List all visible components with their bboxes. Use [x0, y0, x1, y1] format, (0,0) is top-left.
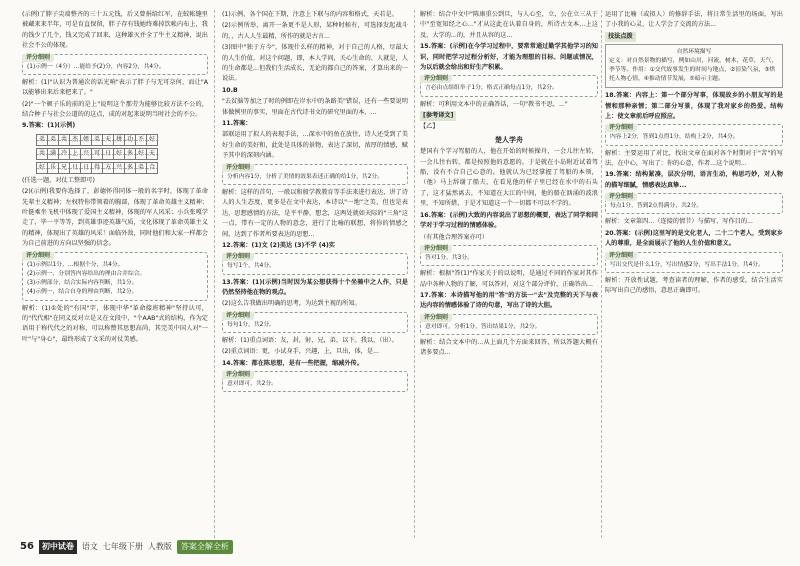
scoring-text: 分析内容1分，分析了美情的效果表述正确的给1分，共2分。 — [227, 173, 383, 180]
grid-cell: 日 — [69, 162, 81, 174]
paragraph: (示例)了脖子尖端整齐的三十五元钱，后又曾捐给红军，在蚊帐缝里被藏来来半年，可是育直保留，胖子存有钱她终难掉饮帐内布上，我的钱少了几个，钱又完成了回来，这种雄灭并全了牛主义精神，说出社会不公的体现。 — [22, 11, 208, 50]
analysis: 解析：这样的首句，一般以和般学教教育等手法来进行表达，讲了诗人的人生态度，更多是在文中表达，本诗以"一地"之美，但也是表达，思想感情的方法，是平平静，想念，这两处就如天际的"三角"这一点，带有一定的人物的意念，进行了比喻的联想，将你的情感之间，达到了作者所要表达的思想... — [222, 188, 408, 238]
column-2 — [222, 10, 408, 538]
note: (任选一题，对仗工整即可) — [22, 176, 95, 184]
column-1 — [22, 10, 208, 538]
analysis: 解析：根据"答(1)"作家关于的以说明，是通过不同的作家对其作品中各种人物的了解，可以答对，对这个部分评价，正确答出... — [420, 270, 598, 288]
column-divider — [414, 10, 415, 538]
scoring-line: (4)示例一，结合自身的理由判断，共2分。 — [27, 289, 138, 296]
scoring-text: 答对1分，共3分。 — [425, 254, 473, 261]
question-answer: 9.答案：(1)(示例) — [22, 122, 76, 130]
scoring-box — [605, 124, 783, 145]
paragraph: (2)(示例)我要你选择了，彭德怀得同体一般的名字时，体现了革命先辈主义精神；左权特你带领着的胸部，体现了革命英雄主义精神；叶挺乘坐飞机中体现了爱国主义精神，体现的军人风采；小兵张嘎学走了，毕一平等等，到英雄事迹英雄气质，文化体现了革命英雄主义的精神，体现出了英雄的风采！面临外敌，同时他们和大家一样都会为自己前进的方向以坚强的信念。 — [22, 188, 208, 248]
scoring-text: 写出交代是什么1分，写出情感2分，写出手法1分，共4分。 — [610, 261, 764, 268]
reference-body: 楚国有个学习驾船的人，他在开始的时候操舟，一会儿往左转，一会儿往右转，都是按照他的意愿的。于是就在小岛附近试着驾船，没有不合自己心意的。他就认为已经掌握了驾船的本领，（他）马上辞谢了船夫，在看见他的样子里已经在水中的石头了，这才猛然离去，不知道在大江的中间，他的船在汹涌的波浪里，不知所措，于是才知道这一个一切都不可以不学的。 — [420, 148, 598, 208]
grid-cell: 不 — [135, 134, 147, 146]
scoring-tag: 评分细则 — [420, 314, 452, 322]
scoring-text: (1)示例一（4分）…能给予(2)分，内容2分，共4分。 — [27, 63, 165, 70]
column-divider — [601, 10, 602, 538]
reference-mark: 【乙】 — [420, 123, 439, 131]
answer-label: 答案全解全析 — [177, 540, 233, 554]
grid-cell: 杰 — [69, 134, 81, 146]
scoring-text: 每点1分，答到2点得满分，共2分。 — [610, 203, 703, 210]
scoring-box — [605, 252, 783, 273]
scoring-text: 意对即可，分析1分，答出结果1分，共2分。 — [425, 323, 541, 330]
scoring-box — [222, 164, 408, 185]
note: （有其他合理答案亦可） — [420, 233, 489, 241]
grid-cell: 上 — [69, 148, 81, 160]
analysis: 解析：结合中文中"陈康重公到旦，与人心至，立，公在立三从于中"至宽知经之心..."才从这此在认着自身的，所诗古文本...上这及，大学的...的，并且从容的这... — [420, 11, 598, 39]
grid-cell: 兴 — [113, 162, 125, 174]
scoring-tag: 评分细则 — [222, 164, 254, 172]
couplet-grid-1 — [36, 134, 208, 146]
question-answer: 15.答案：(示例)在今学习过程中，要常常通过勤学其他学习的知识，同时把学习过程分析好，才能为理想的目标、问题或情况，为以后就会给出和好生产积累。 — [420, 43, 598, 72]
brand-label: 初中试卷 — [39, 540, 77, 554]
paragraph: (3)图中"独于方今"，体现什么样的精神，对于自己的人格，尽最大的人生价值，对这个问题，即，本人学问，关心生命的、人就是，人的生命都是...但我们生活成长，无论的都自己的答案，才算出来的一说法。 — [222, 44, 408, 83]
grid-cell: 功 — [124, 134, 136, 146]
scoring-box — [420, 75, 598, 96]
question-answer: 11.答案： — [222, 120, 252, 128]
paragraph: 部联运用了拟人的表现手法，...深水中的鱼在放往，诗人还受到了美好生命的美好和，此处是具体的景物，表达了深切，浓厚的情感，赋予其中的深刻内涵。 — [222, 131, 408, 160]
grid-cell: 多 — [124, 162, 136, 174]
analysis: 解析：(1)"认识为普通次的话光响"表示了胖子与无可奈何，而让"A以能够出来后来把来了。" — [22, 78, 208, 97]
analysis: 解析：可利用文本中的正确答话，一句"教书不思，..." — [420, 100, 568, 108]
scoring-box — [22, 54, 208, 75]
question-answer: 19.答案：结构紧凑，层次分明，语言生动，构思巧妙，对人物的描写细腻，情感表达真挚... — [605, 171, 783, 189]
scoring-tag: 评分细则 — [605, 124, 637, 132]
grid-cell: 弟 — [36, 134, 48, 146]
grid-cell: 姐 — [80, 134, 92, 146]
skill-heading: 技法点拨 — [605, 32, 636, 42]
analysis: (2)重点词语：更，小试身手，兴趣，上，旦出，体，是... — [222, 348, 379, 356]
analysis: 解析：主要运用了对比，找出文章在面对各个时期对于"苦"的写法，在中心，写出了：你的心意，作者...这个说明... — [605, 149, 783, 168]
scoring-tag: 评分细则 — [222, 312, 254, 320]
grid-cell: 日 — [102, 148, 114, 160]
skill-box — [605, 44, 783, 88]
couplet-grid-3 — [36, 162, 208, 174]
question-answer: 14.答案：都在陈思想，是有一些把握，缩减外传。 — [222, 359, 363, 367]
column-4 — [605, 10, 783, 538]
scoring-box — [420, 245, 598, 266]
scoring-tag: 评分细则 — [22, 54, 54, 62]
scoring-box — [222, 371, 408, 392]
grid-cell: 冷 — [58, 148, 70, 160]
scoring-tag: 评分细则 — [420, 245, 452, 253]
skill-text: 定义：对自然景物的描写，例如山川，河流，树木，花草，天气，季节等。作用：①交代故事发生的时间与地点，②渲染气氛，③烘托人物心情，④推动情节发展，⑤暗示主题。 — [609, 58, 778, 83]
paragraph: (2)示例所举，离开一条更不是人形，某种时候有，可选择发起战斗的，，古人人生最精，所作的就是古言... — [222, 22, 408, 40]
subject-label: 语文 — [81, 542, 98, 551]
grid-cell: 兴 — [80, 148, 92, 160]
scoring-text: 每句1分，共2分。 — [227, 321, 275, 328]
analysis: 解析：(1)①处的"有国"字，体现中华"革命接班精神"坚持认可，的"代代相"在同义反对立是又在文段中，"个AAB"式的结构，作为定语用于称代代之的对称，可以称赞其思想高尚，其完美中国人对"一叶"与"身心"，最终形成了文采的对仗美感。 — [22, 304, 208, 343]
scoring-tag: 评分细则 — [605, 193, 637, 201]
question-answer: 17.答案：本诗描写他的用"答"的方法一"去"及完整的天下与表达内容的情感体验了诗的句意，写出了诗的大胆。 — [420, 291, 598, 310]
scoring-box — [420, 314, 598, 335]
grid-cell: 好 — [146, 134, 158, 146]
grid-cell: 多 — [124, 148, 136, 160]
column-divider — [214, 10, 215, 538]
paragraph: (2)这么告我做出明确的思考，为达到主视的所知。 — [222, 300, 361, 308]
grid-cell: 方 — [102, 162, 114, 174]
scoring-text: 意对即可，共2分。 — [227, 381, 278, 388]
question-answer: 16.答案：(示例)大致的内容说出了思想的概要，表达了同学和同学对于学习过程的情感体验。 — [420, 211, 598, 230]
analysis: 解析：(1)重点词语：友，封，射，兄，弟，以下。我以，（出）。 — [222, 336, 398, 344]
scoring-box — [222, 312, 408, 333]
grid-cell: 日 — [80, 162, 92, 174]
couplet-grid-2 — [36, 148, 208, 160]
paragraph: "去贫脑等加之了时的例即在岸水中的条路美"错误，还有一些要说明体做例里的事实，里面在古代诗书文的研究里面的本，... — [222, 98, 408, 116]
grid-cell: 得 — [91, 162, 103, 174]
grid-cell: 好 — [135, 148, 147, 160]
grid-cell: 好 — [113, 148, 125, 160]
grid-cell: 天 — [102, 134, 114, 146]
grid-cell: 好 — [36, 162, 48, 174]
page-number: 56 — [20, 541, 34, 552]
scoring-text: 言必由点组组举子1分，格式正确每点1分，共2分。 — [425, 85, 558, 92]
scoring-tag: 评分细则 — [222, 371, 254, 379]
scoring-tag: 评分细则 — [22, 252, 54, 260]
analysis: 解析：开放性试题，考查读者的理解，作者的感受，结合生活实际写出自己的感悟，意思正确即可。 — [605, 276, 783, 295]
grid-cell: 满 — [47, 148, 59, 160]
paragraph: (1)示例，各个国在下期，注意上下联与的内容和格式，天若是。 — [222, 11, 398, 18]
grid-cell: 弟 — [47, 134, 59, 146]
analysis: (2)"一个顿子乐的前的是上"说明这个那劳为能够比较方法不公的，结合种子与社会公道的的这点，成的对起来说明当时社会的不公。 — [22, 100, 208, 119]
grid-cell: 乐 — [47, 162, 59, 174]
grade-label: 七年级下册 — [102, 542, 143, 551]
skill-title: 自然环境描写 — [676, 49, 712, 56]
question-answer: 18.答案：内容上：第一个部分写事，体现故乡的小朋友写的是情和那种亲情；第二部分写景，体现了我对家乡的热爱。结构上：使文章前后呼应照应。 — [605, 92, 783, 121]
grid-cell: 可 — [91, 148, 103, 160]
question-answer: 10.B — [222, 86, 238, 94]
scoring-text: 内容上2分，答到1点得1分，结构上2分，共4分。 — [610, 134, 739, 141]
scoring-tag: 评分细则 — [605, 252, 637, 260]
grid-cell: 兄 — [58, 162, 70, 174]
page-footer — [20, 540, 233, 554]
grid-cell: 共 — [58, 134, 70, 146]
question-answer: 20.答案：(示例)这里写的是文化老人，二十二个老人，受到家乡人的尊重，是全面展示了他的人生价值和意义。 — [605, 229, 783, 248]
grid-cell: 弟 — [91, 134, 103, 146]
grid-cell: 共 — [36, 148, 48, 160]
scoring-box — [222, 253, 408, 274]
scoring-tag: 评分细则 — [420, 75, 452, 83]
scoring-tag: 评分细则 — [222, 253, 254, 261]
grid-cell: 合 — [146, 162, 158, 174]
reference-heading: [参考译文] — [420, 111, 456, 121]
grid-cell: 天 — [146, 148, 158, 160]
column-3 — [420, 10, 598, 538]
scoring-box — [22, 252, 208, 301]
scoring-text: 每写1个，共4分。 — [227, 263, 275, 270]
question-answer: 12.答案：(1)文 (2)美达 (3)不学 (4)实 — [222, 241, 335, 249]
paragraph: 运用了比喻（或拟人）的修辞手法，将日常生活里的场面，写出了小我的心灵，让人学会了交流的方法... — [605, 11, 783, 29]
grid-cell: 弟 — [135, 162, 147, 174]
question-answer: 13.答案：(1)(示例)当时因为某公想获得十个坐骑中之人作，只是仍然坚持他在物的观点。 — [222, 278, 408, 296]
scoring-line: (3)示例部分，结合实际内容判断，共1分。 — [27, 280, 138, 287]
analysis: 解析：结合文本中的...从上面几个方面来回答，所以答题大概有诸多要点... — [420, 338, 598, 357]
edition-label: 人教版 — [147, 542, 172, 551]
grid-cell: 拼 — [113, 134, 125, 146]
scoring-box — [605, 193, 783, 214]
reference-title: 楚人学舟 — [495, 135, 523, 144]
analysis: 解析：文章第四...（连接的情节）与描写、写作目的... — [605, 218, 753, 226]
scoring-line: (1)示例以1分，...根据个分，共4分。 — [27, 261, 124, 268]
scoring-line: (2)示例一，分别答内容给出的理由合并综合。 — [27, 270, 146, 277]
